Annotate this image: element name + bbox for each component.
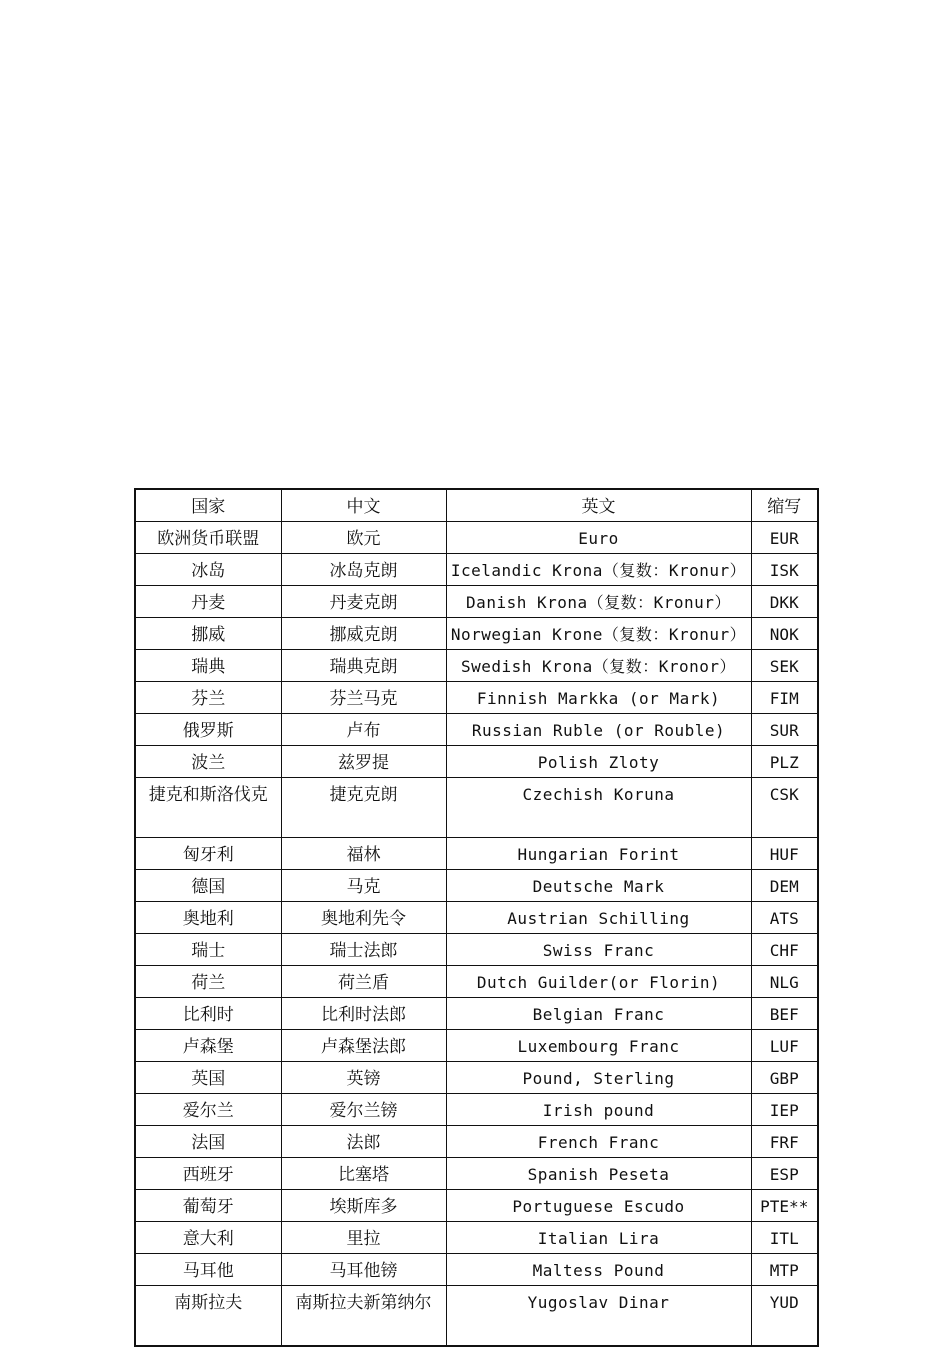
cell-english: Irish pound <box>446 1094 751 1126</box>
cell-country: 丹麦 <box>135 586 281 618</box>
cell-english: Russian Ruble (or Rouble) <box>446 714 751 746</box>
cell-english: Hungarian Forint <box>446 838 751 870</box>
cell-country: 捷克和斯洛伐克 <box>135 778 281 838</box>
cell-chinese: 福林 <box>281 838 446 870</box>
table-row <box>135 998 818 1030</box>
table-row <box>135 554 818 586</box>
cell-country: 瑞典 <box>135 650 281 682</box>
cell-country: 奥地利 <box>135 902 281 934</box>
table-row <box>135 1286 818 1347</box>
table-row <box>135 966 818 998</box>
cell-chinese: 瑞典克朗 <box>281 650 446 682</box>
cell-abbr: MTP <box>751 1254 818 1286</box>
cell-chinese: 瑞士法郎 <box>281 934 446 966</box>
cell-country: 波兰 <box>135 746 281 778</box>
cell-chinese: 荷兰盾 <box>281 966 446 998</box>
cell-abbr: IEP <box>751 1094 818 1126</box>
table-row <box>135 778 818 838</box>
cell-abbr: PLZ <box>751 746 818 778</box>
cell-abbr: ESP <box>751 1158 818 1190</box>
cell-abbr: LUF <box>751 1030 818 1062</box>
cell-country: 欧洲货币联盟 <box>135 522 281 554</box>
table-header-row <box>135 489 818 522</box>
cell-abbr: NOK <box>751 618 818 650</box>
cell-chinese: 芬兰马克 <box>281 682 446 714</box>
cell-country: 马耳他 <box>135 1254 281 1286</box>
cell-chinese: 卢布 <box>281 714 446 746</box>
cell-english: Polish Zloty <box>446 746 751 778</box>
header-english: 英文 <box>446 489 751 522</box>
cell-abbr: FIM <box>751 682 818 714</box>
cell-chinese: 马耳他镑 <box>281 1254 446 1286</box>
cell-chinese: 马克 <box>281 870 446 902</box>
table-row <box>135 522 818 554</box>
cell-chinese: 卢森堡法郎 <box>281 1030 446 1062</box>
cell-country: 法国 <box>135 1126 281 1158</box>
cell-chinese: 挪威克朗 <box>281 618 446 650</box>
cell-country: 挪威 <box>135 618 281 650</box>
cell-country: 南斯拉夫 <box>135 1286 281 1347</box>
cell-country: 西班牙 <box>135 1158 281 1190</box>
cell-abbr: ATS <box>751 902 818 934</box>
cell-english: Pound, Sterling <box>446 1062 751 1094</box>
cell-country: 冰岛 <box>135 554 281 586</box>
cell-chinese: 冰岛克朗 <box>281 554 446 586</box>
table-row <box>135 1094 818 1126</box>
table-row <box>135 934 818 966</box>
table-body <box>135 522 818 1347</box>
cell-chinese: 比塞塔 <box>281 1158 446 1190</box>
table-row <box>135 838 818 870</box>
header-chinese: 中文 <box>281 489 446 522</box>
cell-chinese: 丹麦克朗 <box>281 586 446 618</box>
cell-english: Deutsche Mark <box>446 870 751 902</box>
cell-country: 卢森堡 <box>135 1030 281 1062</box>
cell-abbr: ITL <box>751 1222 818 1254</box>
cell-english: Luxembourg Franc <box>446 1030 751 1062</box>
cell-country: 瑞士 <box>135 934 281 966</box>
table-row <box>135 586 818 618</box>
cell-abbr: PTE** <box>751 1190 818 1222</box>
cell-english: Maltess Pound <box>446 1254 751 1286</box>
table-row <box>135 714 818 746</box>
cell-english: Finnish Markka (or Mark) <box>446 682 751 714</box>
cell-abbr: YUD <box>751 1286 818 1347</box>
cell-chinese: 奥地利先令 <box>281 902 446 934</box>
cell-english: Belgian Franc <box>446 998 751 1030</box>
cell-abbr: HUF <box>751 838 818 870</box>
cell-chinese: 捷克克朗 <box>281 778 446 838</box>
currency-table <box>134 488 819 1347</box>
cell-country: 荷兰 <box>135 966 281 998</box>
table-row <box>135 1158 818 1190</box>
cell-english: Portuguese Escudo <box>446 1190 751 1222</box>
cell-chinese: 南斯拉夫新第纳尔 <box>281 1286 446 1347</box>
cell-english: Danish Krona（复数：Kronur） <box>446 586 751 618</box>
cell-abbr: EUR <box>751 522 818 554</box>
cell-english: French Franc <box>446 1126 751 1158</box>
cell-abbr: GBP <box>751 1062 818 1094</box>
cell-country: 意大利 <box>135 1222 281 1254</box>
table-row <box>135 1030 818 1062</box>
cell-chinese: 英镑 <box>281 1062 446 1094</box>
cell-country: 英国 <box>135 1062 281 1094</box>
cell-chinese: 比利时法郎 <box>281 998 446 1030</box>
cell-country: 爱尔兰 <box>135 1094 281 1126</box>
header-country: 国家 <box>135 489 281 522</box>
cell-english: Swedish Krona（复数：Kronor） <box>446 650 751 682</box>
cell-english: Italian Lira <box>446 1222 751 1254</box>
cell-english: Czechish Koruna <box>446 778 751 838</box>
table-row <box>135 650 818 682</box>
cell-english: Spanish Peseta <box>446 1158 751 1190</box>
cell-abbr: SUR <box>751 714 818 746</box>
cell-abbr: ISK <box>751 554 818 586</box>
cell-abbr: DEM <box>751 870 818 902</box>
table-row <box>135 1062 818 1094</box>
cell-english: Norwegian Krone（复数：Kronur） <box>446 618 751 650</box>
table-row <box>135 1222 818 1254</box>
cell-country: 俄罗斯 <box>135 714 281 746</box>
cell-english: Yugoslav Dinar <box>446 1286 751 1347</box>
table-row <box>135 1126 818 1158</box>
cell-english: Austrian Schilling <box>446 902 751 934</box>
cell-english: Icelandic Krona（复数：Kronur） <box>446 554 751 586</box>
cell-chinese: 兹罗提 <box>281 746 446 778</box>
cell-country: 德国 <box>135 870 281 902</box>
table-row <box>135 1190 818 1222</box>
cell-chinese: 埃斯库多 <box>281 1190 446 1222</box>
table-row <box>135 682 818 714</box>
cell-abbr: CHF <box>751 934 818 966</box>
cell-country: 葡萄牙 <box>135 1190 281 1222</box>
table-row <box>135 1254 818 1286</box>
cell-abbr: FRF <box>751 1126 818 1158</box>
cell-chinese: 里拉 <box>281 1222 446 1254</box>
cell-country: 匈牙利 <box>135 838 281 870</box>
cell-abbr: NLG <box>751 966 818 998</box>
cell-abbr: SEK <box>751 650 818 682</box>
cell-abbr: CSK <box>751 778 818 838</box>
header-abbr: 缩写 <box>751 489 818 522</box>
cell-chinese: 欧元 <box>281 522 446 554</box>
table-row <box>135 902 818 934</box>
cell-english: Swiss Franc <box>446 934 751 966</box>
cell-chinese: 爱尔兰镑 <box>281 1094 446 1126</box>
cell-english: Euro <box>446 522 751 554</box>
cell-chinese: 法郎 <box>281 1126 446 1158</box>
table-row <box>135 746 818 778</box>
cell-country: 比利时 <box>135 998 281 1030</box>
table-row <box>135 870 818 902</box>
table-row <box>135 618 818 650</box>
cell-english: Dutch Guilder(or Florin) <box>446 966 751 998</box>
cell-abbr: BEF <box>751 998 818 1030</box>
cell-country: 芬兰 <box>135 682 281 714</box>
cell-abbr: DKK <box>751 586 818 618</box>
